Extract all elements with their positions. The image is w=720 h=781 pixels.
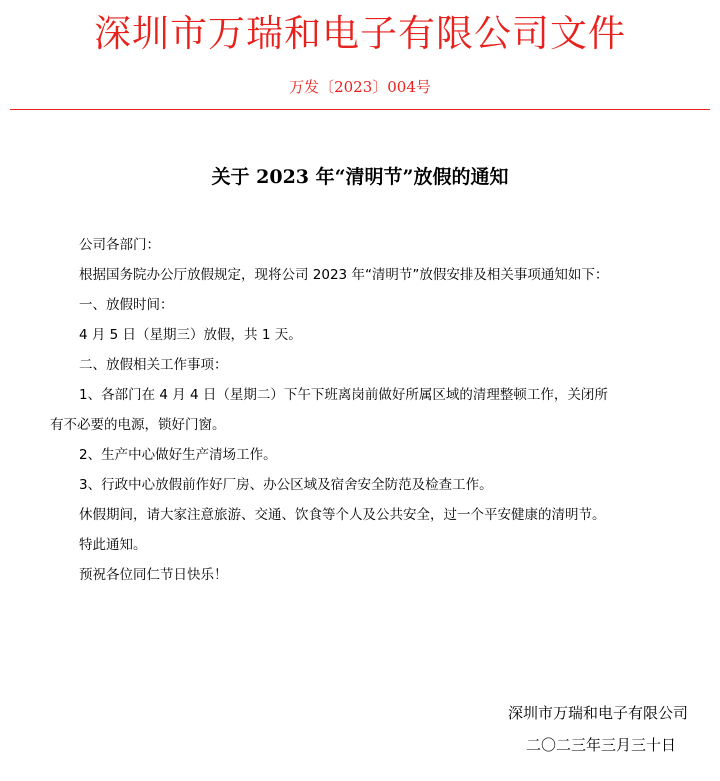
work-item-1: 1、各部门在 4 月 4 日（星期二）下午下班离岗前做好所属区域的清理整顿工作，关闭所 (79, 387, 608, 403)
section-heading-holiday-time: 一、放假时间： (79, 297, 174, 313)
notice-title: 关于 2023 年“清明节”放假的通知 (211, 166, 509, 188)
work-item-1-continuation: 有不必要的电源，锁好门窗。 (50, 417, 226, 433)
signature-company: 深圳市万瑞和电子有限公司 (507, 704, 688, 722)
document-number: 万发〔2023〕004号 (289, 78, 431, 96)
holiday-reminder: 休假期间，请大家注意旅游、交通、饮食等个人及公共安全，过一个平安健康的清明节。 (79, 507, 606, 523)
signature-block (508, 697, 688, 761)
section-heading-work-matters: 二、放假相关工作事项： (79, 357, 228, 373)
closing-remark: 特此通知。 (79, 537, 147, 553)
holiday-wishes: 预祝各位同仁节日快乐！ (79, 567, 228, 583)
work-item-3: 3、行政中心放假前作好厂房、办公区域及宿舍安全防范及检查工作。 (79, 477, 493, 493)
intro-paragraph: 根据国务院办公厅放假规定，现将公司 2023 年“清明节”放假安排及相关事项通知如下： (79, 267, 609, 283)
holiday-time-content: 4 月 5 日（星期三）放假，共 1 天。 (79, 327, 302, 343)
salutation: 公司各部门： (79, 237, 160, 253)
notice-body (50, 230, 689, 590)
signature-date: 二〇二三年三月三十日 (525, 736, 676, 754)
company-file-title: 深圳市万瑞和电子有限公司文件 (94, 12, 626, 55)
red-divider-line (10, 109, 710, 110)
work-item-2: 2、生产中心做好生产清场工作。 (79, 447, 277, 463)
